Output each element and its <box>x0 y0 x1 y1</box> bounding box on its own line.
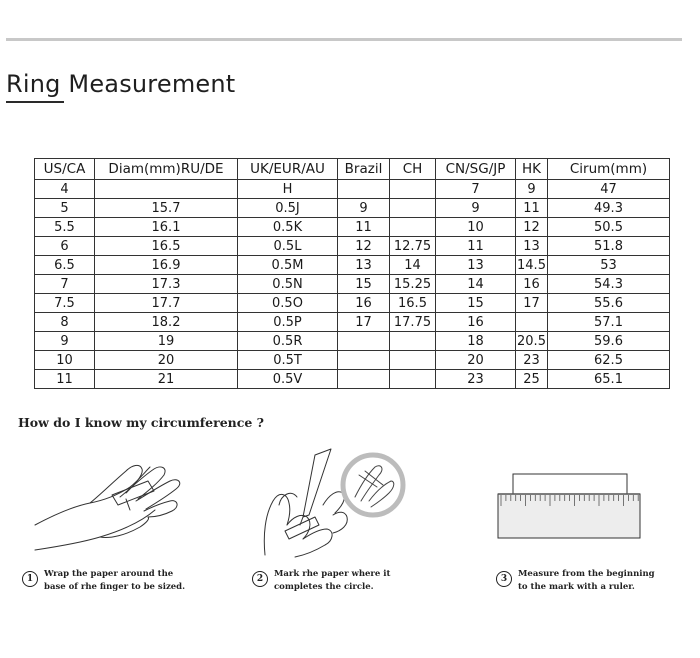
step-text: Measure from the beginning <box>518 569 655 579</box>
ruler-illustration <box>495 470 645 545</box>
ring-size-table <box>34 158 670 389</box>
table-cell: 16.1 <box>95 218 238 237</box>
table-cell: 23 <box>436 370 516 389</box>
table-cell: 16.5 <box>390 294 436 313</box>
table-cell: 47 <box>548 180 670 199</box>
table-cell: 6 <box>35 237 95 256</box>
column-header: Diam(mm)RU/DE <box>95 159 238 180</box>
table-cell: 12 <box>516 218 548 237</box>
table-cell: 23 <box>516 351 548 370</box>
table-cell: 65.1 <box>548 370 670 389</box>
title-underline <box>6 101 64 103</box>
table-cell: 14 <box>390 256 436 275</box>
column-header: UK/EUR/AU <box>238 159 338 180</box>
step-text: to the mark with a ruler. <box>518 582 635 592</box>
table-cell <box>95 180 238 199</box>
table-cell: 18.2 <box>95 313 238 332</box>
table-cell: 20 <box>436 351 516 370</box>
table-cell: 11 <box>338 218 390 237</box>
table-cell: 13 <box>436 256 516 275</box>
table-row <box>35 294 670 313</box>
table-cell: 16 <box>436 313 516 332</box>
table-cell: 12 <box>338 237 390 256</box>
table-cell: 0.5O <box>238 294 338 313</box>
table-cell: 54.3 <box>548 275 670 294</box>
table-cell: 7 <box>436 180 516 199</box>
table-cell: 15 <box>436 294 516 313</box>
table-cell: 9 <box>516 180 548 199</box>
table-cell: 0.5T <box>238 351 338 370</box>
table-cell: 5 <box>35 199 95 218</box>
table-cell: 9 <box>436 199 516 218</box>
table-cell: 53 <box>548 256 670 275</box>
table-cell: 12.75 <box>390 237 436 256</box>
step-number-icon: 3 <box>496 571 512 587</box>
hand-wrap-illustration <box>30 455 200 565</box>
table-row <box>35 351 670 370</box>
table-cell: 8 <box>35 313 95 332</box>
table-cell: 11 <box>436 237 516 256</box>
table-row <box>35 370 670 389</box>
table-cell: 10 <box>436 218 516 237</box>
step-number-icon: 1 <box>22 571 38 587</box>
table-cell: 17.75 <box>390 313 436 332</box>
table-cell: 15 <box>338 275 390 294</box>
table-cell: 0.5K <box>238 218 338 237</box>
table-cell: 7 <box>35 275 95 294</box>
table-cell: 20.5 <box>517 333 546 349</box>
table-cell: 50.5 <box>548 218 670 237</box>
column-header: Brazil <box>338 159 390 180</box>
table-cell: 57.1 <box>548 313 670 332</box>
table-row <box>35 237 670 256</box>
table-cell: 0.5M <box>238 256 338 275</box>
hand-mark-illustration <box>245 445 415 565</box>
table-cell: 0.5L <box>238 237 338 256</box>
table-cell: 7.5 <box>35 294 95 313</box>
table-cell: 18 <box>436 332 516 351</box>
table-cell: 62.5 <box>548 351 670 370</box>
column-header: CH <box>390 159 436 180</box>
table-cell: 17.3 <box>95 275 238 294</box>
step-3 <box>496 568 655 594</box>
table-cell: 15.25 <box>390 275 436 294</box>
table-cell: 59.6 <box>548 332 670 351</box>
table-cell: 0.5J <box>238 199 338 218</box>
circumference-question: How do I know my circumference ? <box>18 415 264 430</box>
table-row <box>35 256 670 275</box>
table-cell: 17.7 <box>95 294 238 313</box>
step-number-icon: 2 <box>252 571 268 587</box>
table-cell: 15.7 <box>95 199 238 218</box>
table-cell: 10 <box>35 351 95 370</box>
table-cell <box>516 313 548 332</box>
table-row <box>35 218 670 237</box>
table-cell: 14.5 <box>517 257 546 273</box>
table-cell: 9 <box>338 199 390 218</box>
step-2 <box>252 568 390 594</box>
step-text: completes the circle. <box>274 582 374 592</box>
step-text: base of rhe finger to be sized. <box>44 582 186 592</box>
table-cell <box>338 180 390 199</box>
table-cell: 21 <box>95 370 238 389</box>
table-row <box>35 313 670 332</box>
table-cell <box>390 332 436 351</box>
column-header: US/CA <box>35 159 95 180</box>
table-cell: 55.6 <box>548 294 670 313</box>
table-row <box>35 199 670 218</box>
table-cell: 4 <box>35 180 95 199</box>
step-text: Mark rhe paper where it <box>274 569 391 579</box>
table-cell <box>390 218 436 237</box>
table-cell <box>390 180 436 199</box>
table-cell: 14 <box>436 275 516 294</box>
table-cell: 49.3 <box>548 199 670 218</box>
table-cell: 0.5N <box>238 275 338 294</box>
table-cell: 16 <box>516 275 548 294</box>
table-header-row <box>35 159 670 180</box>
table-cell: 13 <box>516 237 548 256</box>
column-header: CN/SG/JP <box>436 159 516 180</box>
table-cell: 17 <box>516 294 548 313</box>
table-cell <box>338 351 390 370</box>
table-cell: 6.5 <box>35 256 95 275</box>
table-cell: 11 <box>516 199 548 218</box>
step-1 <box>22 568 185 594</box>
column-header: HK <box>516 159 548 180</box>
table-cell: 9 <box>35 332 95 351</box>
table-cell: 20 <box>95 351 238 370</box>
table-cell: 0.5P <box>238 313 338 332</box>
table-cell: 5.5 <box>35 218 95 237</box>
table-cell: 17 <box>338 313 390 332</box>
table-cell: 16 <box>338 294 390 313</box>
table-row <box>35 275 670 294</box>
table-cell: 0.5V <box>238 370 338 389</box>
table-row <box>35 332 670 351</box>
top-divider <box>6 38 682 41</box>
table-cell: 11 <box>35 370 95 389</box>
table-cell <box>390 351 436 370</box>
table-cell <box>390 370 436 389</box>
table-cell: 0.5R <box>238 332 338 351</box>
table-cell: 16.9 <box>95 256 238 275</box>
table-cell: H <box>238 180 338 199</box>
table-cell: 16.5 <box>95 237 238 256</box>
table-cell <box>338 370 390 389</box>
table-cell: 25 <box>516 370 548 389</box>
table-cell <box>390 199 436 218</box>
step-text: Wrap the paper around the <box>44 569 174 579</box>
table-cell: 51.8 <box>548 237 670 256</box>
table-cell: 13 <box>338 256 390 275</box>
table-cell <box>338 332 390 351</box>
table-row <box>35 180 670 199</box>
page-title: Ring Measurement <box>6 70 236 98</box>
column-header: Cirum(mm) <box>548 159 670 180</box>
table-cell: 19 <box>95 332 238 351</box>
